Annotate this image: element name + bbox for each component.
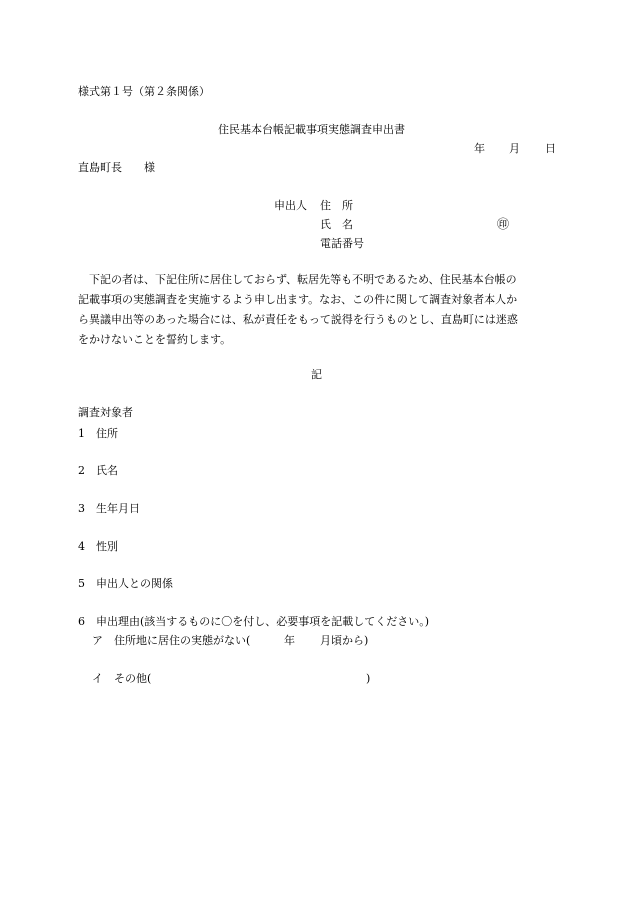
item-name: 2 氏名 (78, 464, 118, 477)
ki-heading: 記 (311, 368, 322, 381)
phone-label: 電話番号 (320, 237, 364, 250)
reason-b-prefix: イ その他( (92, 672, 152, 685)
date-month: 月 (509, 142, 520, 155)
addressee: 直島町長 様 (78, 161, 155, 174)
applicant-label: 申出人 (274, 199, 307, 212)
date-year: 年 (474, 142, 485, 155)
item-birthdate: 3 生年月日 (78, 502, 140, 515)
reason-a-year: 年 (284, 634, 295, 647)
target-heading: 調査対象者 (78, 406, 133, 419)
reason-a-month: 月頃から) (320, 634, 369, 647)
reason-b-close: ) (366, 672, 371, 685)
item-sex: 4 性別 (78, 540, 118, 553)
item-relationship: 5 申出人との関係 (78, 577, 173, 590)
form-number: 様式第１号（第２条関係） (78, 85, 210, 98)
reason-a-prefix: ア 住所地に居住の実態がない( (92, 634, 251, 647)
address-label: 住 所 (320, 199, 353, 212)
item-reason: 6 申出理由(該当するものに〇を付し、必要事項を記載してください。) (78, 615, 430, 628)
declaration-line: をかけないことを誓約します。 (78, 333, 232, 346)
name-label: 氏 名 (320, 218, 353, 231)
declaration-line: 記載事項の実態調査を実施するよう申し出ます。なお、この件に関して調査対象者本人か (78, 293, 518, 306)
declaration-line: 下記の者は、下記住所に居住しておらず、転居先等も不明であるため、住民基本台帳の (78, 273, 517, 286)
declaration-line: ら異議申出等のあった場合には、私が責任をもって説得を行うものとし、直島町には迷惑 (78, 313, 518, 326)
date-day: 日 (545, 142, 556, 155)
declaration-paragraph (78, 270, 558, 350)
item-address: 1 住所 (78, 427, 118, 440)
document-title: 住民基本台帳記載事項実態調査申出書 (218, 123, 405, 136)
seal-mark: ㊞ (497, 217, 510, 231)
